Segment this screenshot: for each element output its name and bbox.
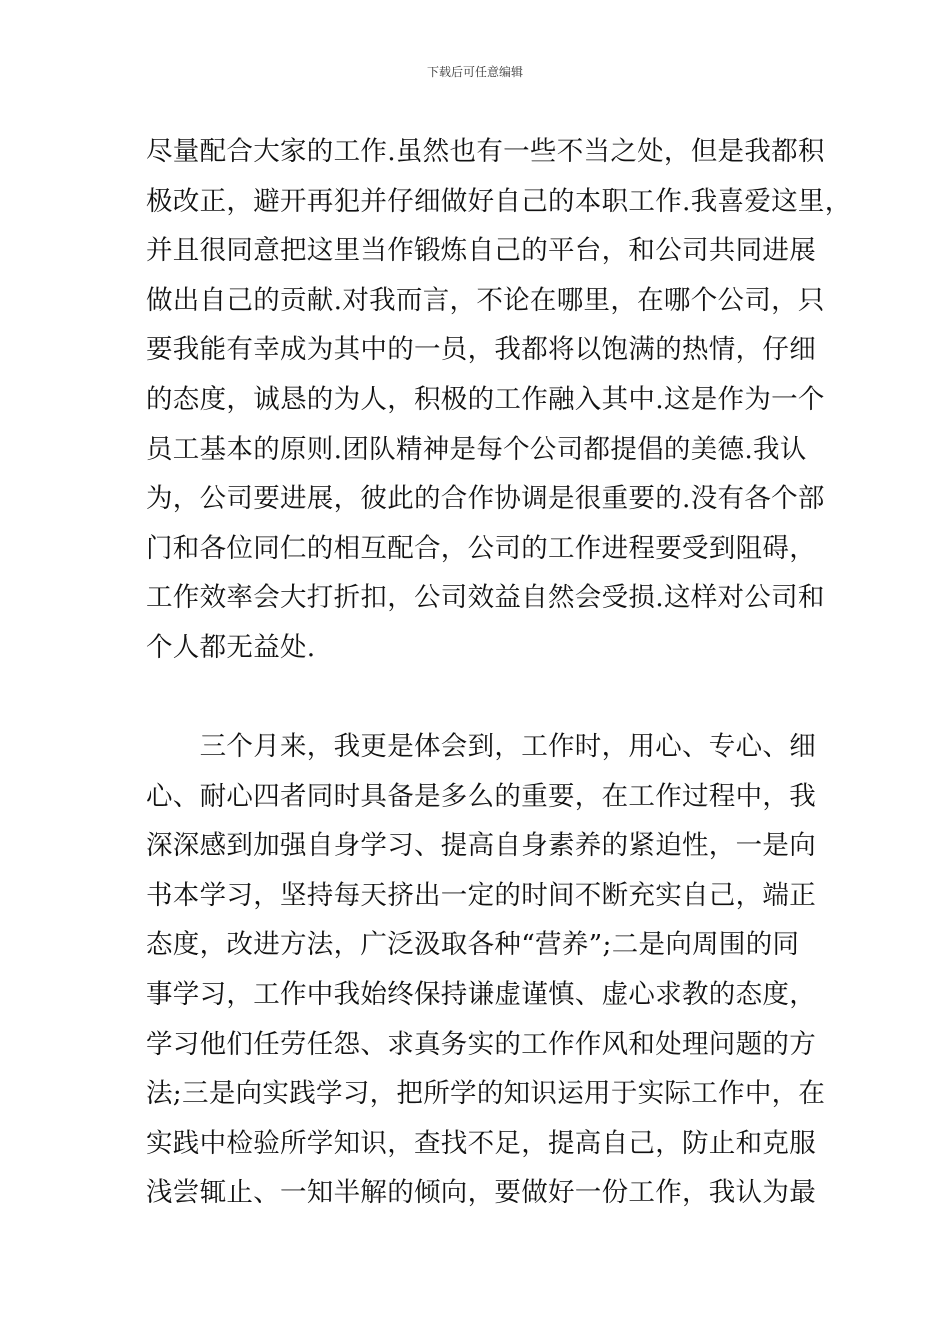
page-header: 下载后可任意编辑 [426, 65, 523, 79]
text-line: 要我能有幸成为其中的一员，我都将以饱满的热情，仔细 [146, 334, 816, 366]
text-line: 极改正，避开再犯并仔细做好自己的本职工作.我喜爱这里， [146, 185, 852, 217]
text-line: 门和各位同仁的相互配合，公司的工作进程要受到阻碍， [146, 532, 816, 564]
text-line: 个人都无益处. [146, 631, 316, 663]
paragraph-2 [146, 722, 826, 1218]
text-line: 尽量配合大家的工作.虽然也有一些不当之处，但是我都积 [146, 136, 825, 167]
text-line: 心、耐心四者同时具备是多么的重要，在工作过程中，我 [146, 780, 816, 812]
text-line: 工作效率会大打折扣，公司效益自然会受损.这样对公司和 [146, 582, 825, 614]
text-line: 态度，改进方法，广泛汲取各种“营养”;二是向周围的同 [146, 929, 800, 961]
text-line: 三个月来，我更是体会到，工作时，用心、专心、细 [146, 731, 816, 762]
text-line: 事学习，工作中我始终保持谦虚谨慎、虚心求教的态度， [146, 978, 816, 1010]
text-line: 实践中检验所学知识，查找不足，提高自己，防止和克服 [146, 1127, 816, 1159]
text-line: 深深感到加强自身学习、提高自身素养的紧迫性，一是向 [146, 830, 816, 862]
text-line: 做出自己的贡献.对我而言，不论在哪里，在哪个公司，只 [146, 284, 825, 316]
text-line: 员工基本的原则.团队精神是每个公司都提倡的美德.我认 [146, 433, 807, 465]
text-line: 法;三是向实践学习，把所学的知识运用于实际工作中，在 [146, 1078, 826, 1110]
text-line: 学习他们任劳任怨、求真务实的工作作风和处理问题的方 [146, 1028, 816, 1060]
paragraph-1 [146, 127, 852, 673]
text-line: 书本学习，坚持每天挤出一定的时间不断充实自己，端正 [146, 879, 816, 911]
text-line: 的态度，诚恳的为人，积极的工作融入其中.这是作为一个 [146, 383, 825, 415]
text-line: 并且很同意把这里当作锻炼自己的平台，和公司共同进展 [146, 235, 816, 267]
text-line: 为，公司要进展，彼此的合作协调是很重要的.没有各个部 [146, 483, 825, 515]
text-line: 浅尝辄止、一知半解的倾向，要做好一份工作，我认为最 [146, 1177, 816, 1209]
